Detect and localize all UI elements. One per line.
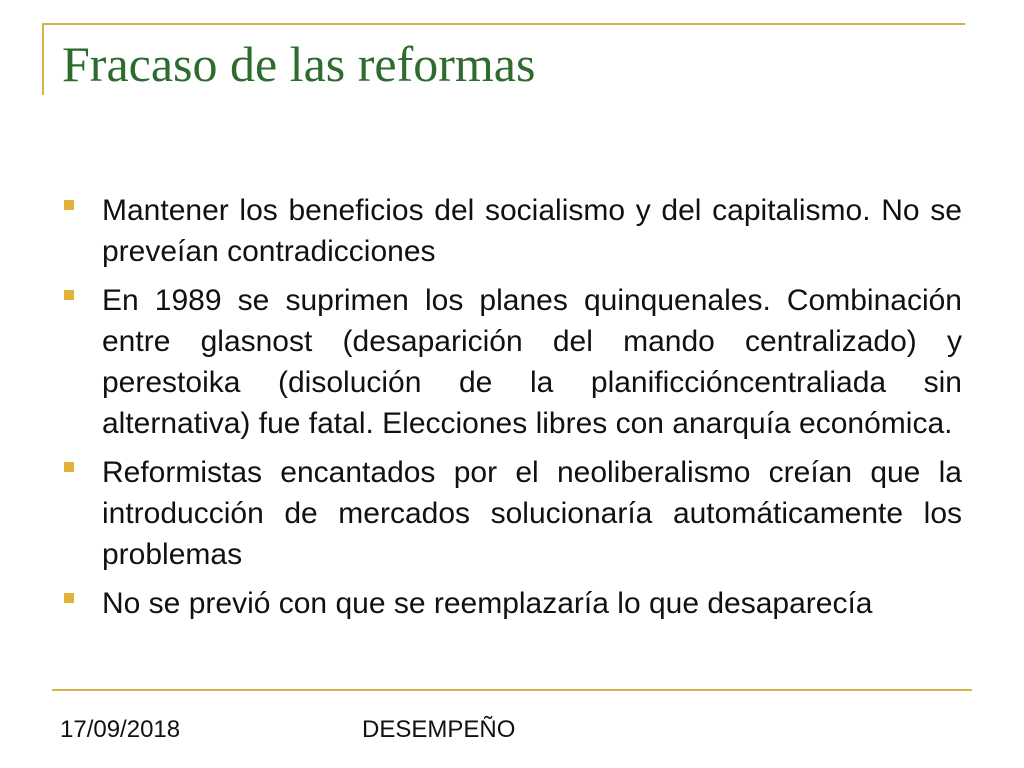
- bullet-square-icon: [64, 290, 74, 300]
- footer-divider: [52, 689, 972, 691]
- slide-title: Fracaso de las reformas: [62, 36, 536, 92]
- bullet-square-icon: [64, 593, 74, 603]
- bullet-text: Reformistas encantados por el neoliberalismo creían que la introducción de mercados solucionaría automáticamente los problemas: [102, 456, 962, 571]
- title-frame-left-line: [42, 23, 44, 95]
- bullet-item: [64, 190, 962, 272]
- footer-date: 17/09/2018: [60, 716, 181, 743]
- bullet-item: [64, 280, 962, 444]
- title-frame-top-line: [42, 23, 965, 25]
- bullet-text: Mantener los beneficios del socialismo y del capitalismo. No se preveían contradicciones: [102, 194, 962, 268]
- bullet-item: [64, 583, 962, 624]
- bullet-text: En 1989 se suprimen los planes quinquenales. Combinación entre glasnost (desaparición del mando centralizado) y perestoika (disolución de la planificcióncentraliada sin alternativa) fue fatal. Elecciones libres con anarquía económica.: [102, 284, 962, 440]
- bullet-square-icon: [64, 200, 74, 210]
- bullet-square-icon: [64, 462, 74, 472]
- bullet-list: [64, 190, 962, 632]
- bullet-item: [64, 452, 962, 575]
- bullet-text: No se previó con que se reemplazaría lo que desaparecía: [102, 587, 873, 620]
- footer-label: DESEMPEÑO: [362, 716, 516, 743]
